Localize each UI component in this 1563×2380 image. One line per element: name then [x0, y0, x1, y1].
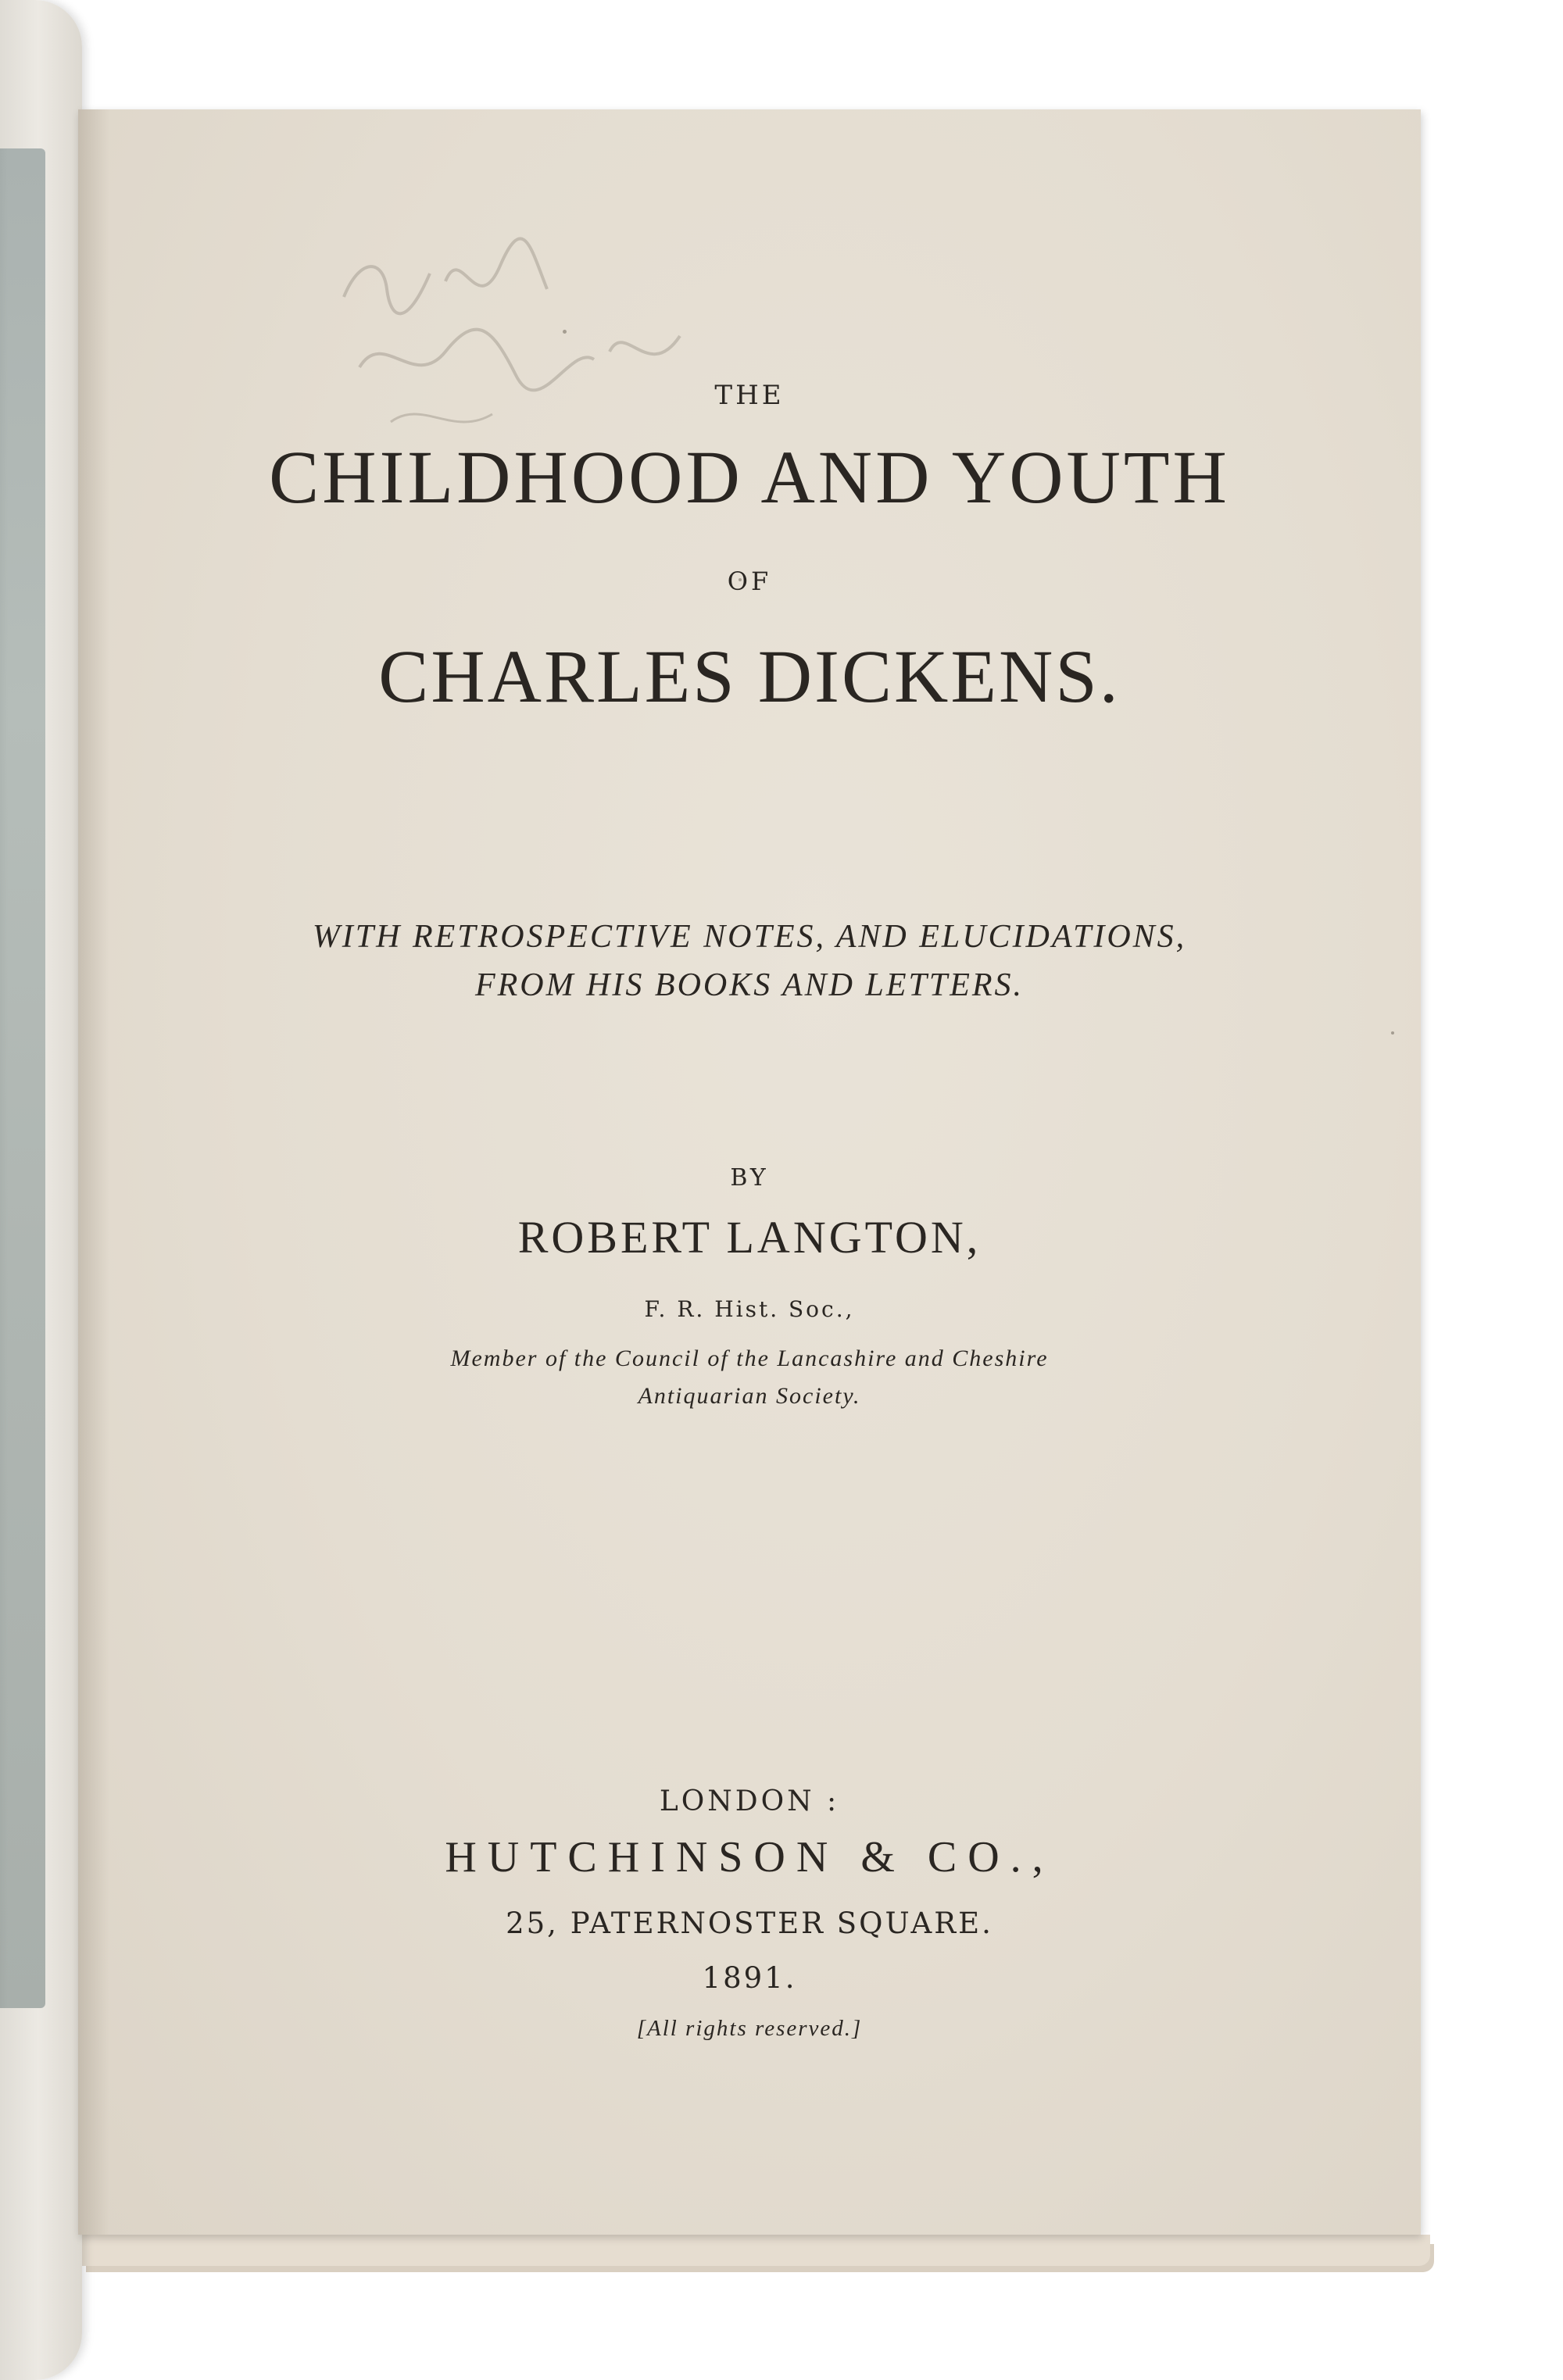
- imprint-address: 25, PATERNOSTER SQUARE.: [506, 1907, 993, 1940]
- imprint-city: LONDON :: [659, 1785, 840, 1817]
- by-line: BY: [730, 1164, 769, 1192]
- author-role-line-2: Antiquarian Society.: [638, 1383, 861, 1409]
- title-article: THE: [714, 380, 785, 411]
- title-subject: CHARLES DICKENS.: [378, 634, 1121, 718]
- frontispiece-plate: [0, 148, 45, 2008]
- subtitle-line-2: FROM HIS BOOKS AND LETTERS.: [474, 967, 1025, 1003]
- pencil-inscription: [313, 227, 750, 461]
- facing-page: [0, 0, 82, 2380]
- author-name: ROBERT LANGTON,: [517, 1212, 982, 1263]
- author-credential: F. R. Hist. Soc.,: [644, 1296, 855, 1322]
- page-edges: [78, 2235, 1430, 2266]
- subtitle-line-1: WITH RETROSPECTIVE NOTES, AND ELUCIDATIONS,: [312, 919, 1187, 955]
- title-of: OF: [727, 566, 772, 596]
- rights-notice: [All rights reserved.]: [636, 2016, 863, 2041]
- title-page: [78, 109, 1421, 2235]
- author-role-line-1: Member of the Council of the Lancashire and Cheshire: [450, 1345, 1049, 1371]
- main-title: CHILDHOOD AND YOUTH: [269, 435, 1230, 519]
- imprint-publisher: HUTCHINSON & CO.,: [445, 1833, 1054, 1881]
- paper-speck: [1391, 1031, 1394, 1035]
- plate-shade: [0, 148, 8, 2008]
- imprint-year: 1891.: [702, 1961, 797, 1995]
- paper-speck: [563, 330, 567, 334]
